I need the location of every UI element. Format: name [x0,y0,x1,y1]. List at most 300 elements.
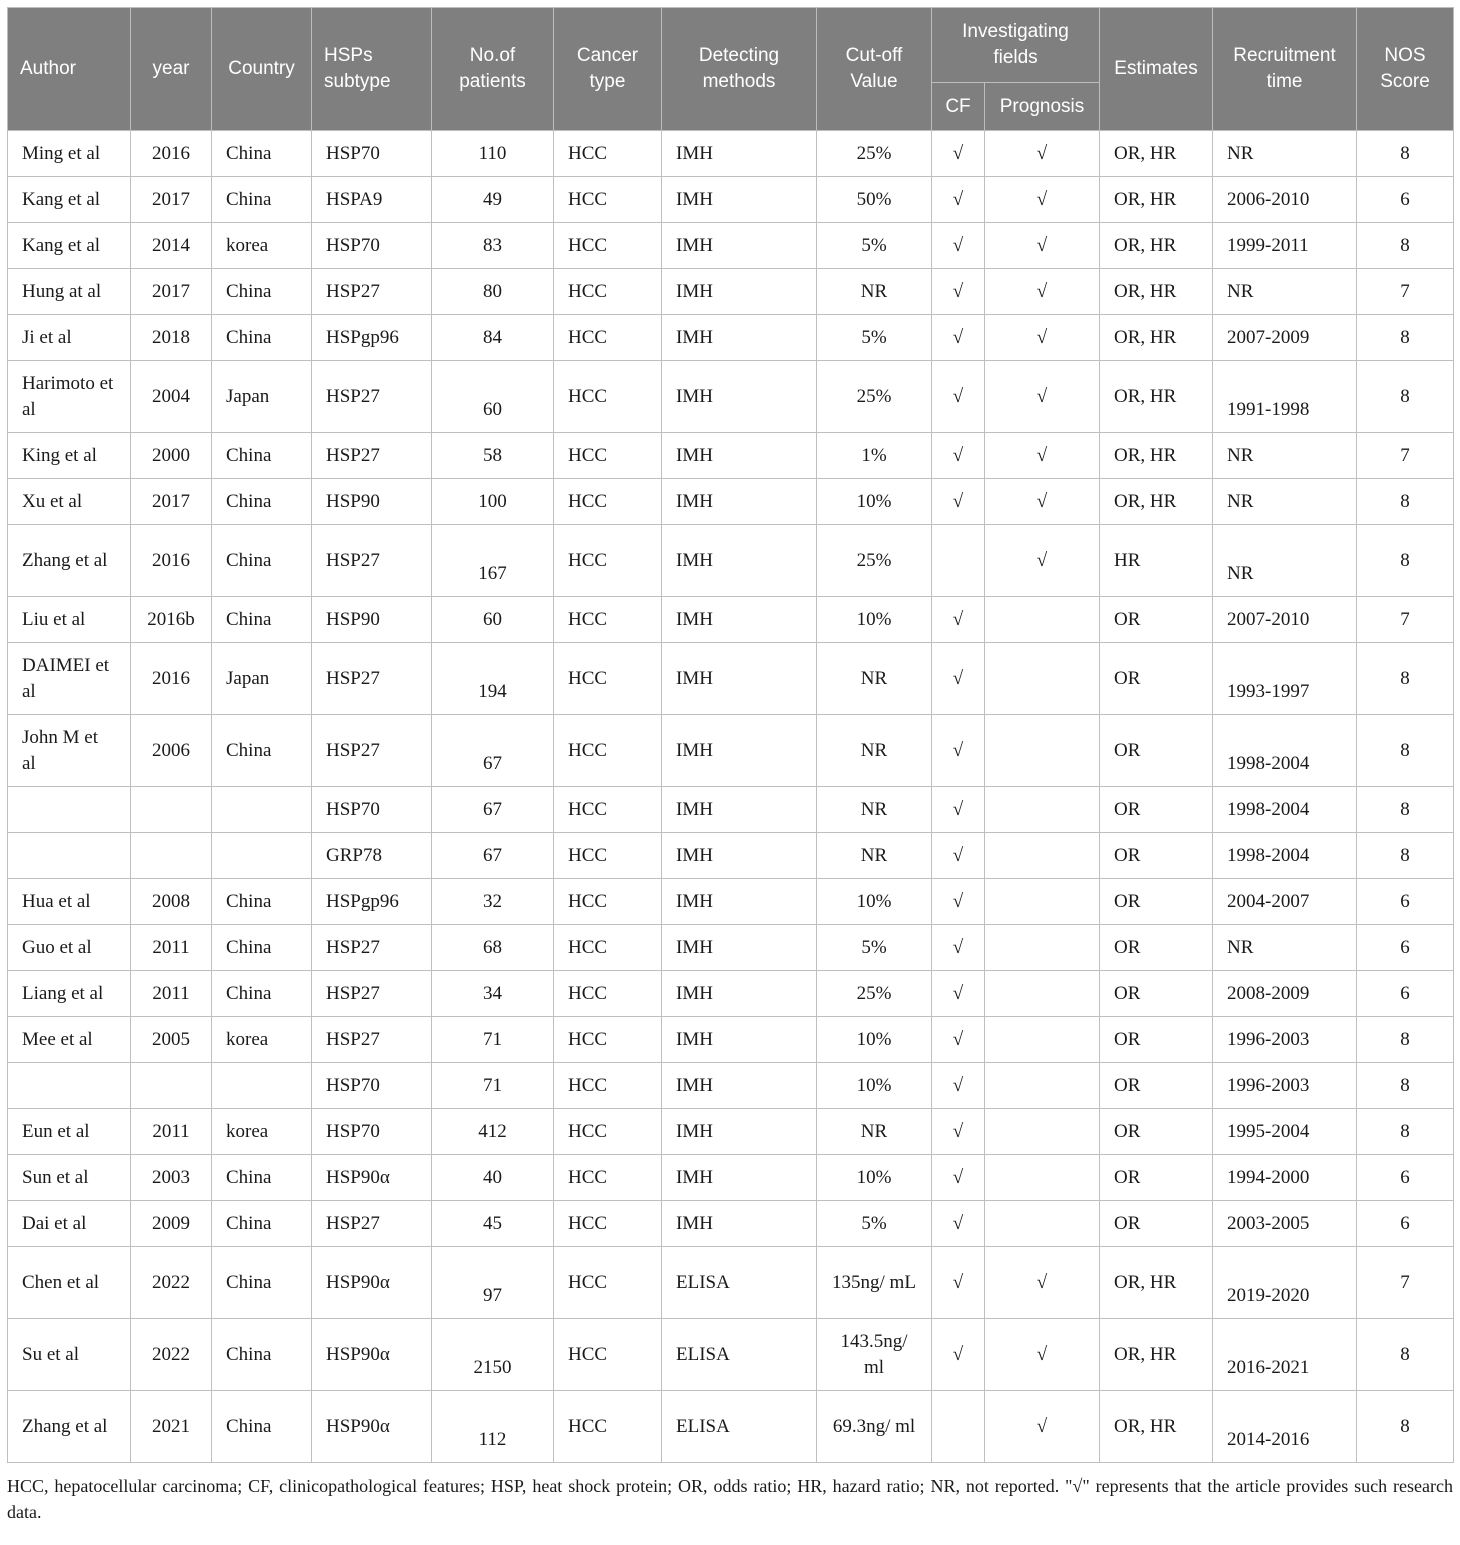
table-row [8,1109,1454,1155]
cell-nos-text: 6 [1400,982,1410,1004]
cell-prognosis [985,715,1100,787]
cell-method [662,315,817,361]
cell-cutoff [817,879,932,925]
cell-cf-text: √ [952,234,964,256]
cell-cancer-type [554,833,662,879]
cell-cancer-type [554,361,662,433]
cell-recruitment [1213,131,1357,177]
cell-patients [432,315,554,361]
cell-recruitment-text: 1991-1998 [1227,398,1310,420]
cell-author-text: Ming et al [22,142,101,164]
cell-country-text: China [226,490,272,512]
cell-country [212,1155,312,1201]
cell-country-text: China [226,936,272,958]
cell-cancer-type-text: HCC [568,490,608,512]
cell-cf [932,643,985,715]
cell-cutoff [817,433,932,479]
cell-nos-text: 8 [1400,326,1410,348]
cell-estimates [1100,361,1213,433]
cell-cf [932,715,985,787]
cell-patients-text: 83 [483,234,502,256]
cell-cf-text: √ [952,1166,964,1188]
cell-cf [932,597,985,643]
cell-patients [432,177,554,223]
cell-recruitment-text: NR [1227,562,1254,584]
cell-nos-text: 8 [1400,667,1410,689]
cell-year [131,177,212,223]
cell-cancer-type [554,269,662,315]
cell-cancer-type [554,971,662,1017]
cell-estimates-text: OR, HR [1114,142,1177,164]
cell-year [131,1391,212,1463]
cell-patients-text: 34 [483,982,502,1004]
cell-cancer-type [554,1391,662,1463]
cell-cf-text: √ [952,490,964,512]
cell-cf-text: √ [952,1343,964,1365]
cell-cf-text: √ [952,1271,964,1293]
cell-estimates-text: OR [1114,739,1141,761]
cell-year [131,269,212,315]
cell-patients-text: 32 [483,890,502,912]
cell-year [131,131,212,177]
cell-subtype-text: HSP27 [326,280,380,302]
cell-cancer-type [554,1155,662,1201]
cell-cutoff-text: NR [860,739,888,761]
cell-estimates-text: OR [1114,982,1141,1004]
cell-method [662,525,817,597]
cell-estimates [1100,643,1213,715]
cell-year-text: 2011 [152,982,190,1004]
cell-cutoff [817,1109,932,1155]
cell-patients [432,223,554,269]
cell-subtype [312,787,432,833]
cell-nos [1357,1391,1454,1463]
cell-method [662,1391,817,1463]
cell-subtype-text: HSP70 [326,142,380,164]
table-row [8,643,1454,715]
header-nos: NOS Score [1357,8,1454,131]
cell-author-text: Eun et al [22,1120,90,1142]
cell-patients [432,597,554,643]
cell-cutoff-text: 10% [856,1074,892,1096]
cell-method [662,269,817,315]
cell-country-text: China [226,188,272,210]
cell-method-text: IMH [676,1074,713,1096]
cell-cf [932,1247,985,1319]
cell-method-text: IMH [676,982,713,1004]
cell-country-text: China [226,1415,272,1437]
cell-cutoff-text: 50% [856,188,892,210]
cell-country-text: China [226,1166,272,1188]
cell-estimates-text: OR, HR [1114,1271,1177,1293]
cell-prognosis [985,643,1100,715]
cell-author-text: Mee et al [22,1028,93,1050]
cell-recruitment-text: 2006-2010 [1227,188,1310,210]
cell-prognosis [985,1155,1100,1201]
cell-country [212,715,312,787]
cell-method-text: IMH [676,844,713,866]
cell-year [131,1201,212,1247]
cell-country [212,879,312,925]
table-row [8,715,1454,787]
cell-prognosis [985,787,1100,833]
cell-nos-text: 8 [1400,1120,1410,1142]
cell-year-text: 2016 [152,549,190,571]
cell-recruitment [1213,1063,1357,1109]
cell-cf [932,1201,985,1247]
cell-cancer-type [554,315,662,361]
cell-method-text: IMH [676,490,713,512]
cell-cancer-type-text: HCC [568,739,608,761]
cell-year [131,361,212,433]
cell-nos [1357,361,1454,433]
cell-cf-text: √ [952,1028,964,1050]
cell-subtype-text: HSP27 [326,936,380,958]
cell-patients-text: 45 [483,1212,502,1234]
cell-nos [1357,1109,1454,1155]
cell-year-text: 2004 [152,385,190,407]
cell-method-text: IMH [676,1166,713,1188]
cell-country-text: China [226,890,272,912]
cell-subtype-text: HSP90 [326,490,380,512]
cell-cf-text: √ [952,1212,964,1234]
cell-subtype [312,1391,432,1463]
cell-recruitment-text: 1993-1997 [1227,680,1310,702]
cell-prognosis [985,525,1100,597]
cell-method [662,643,817,715]
cell-prognosis [985,433,1100,479]
cell-cutoff [817,643,932,715]
cell-cutoff [817,1319,932,1391]
header-patients: No.of patients [432,8,554,131]
cell-patients-text: 67 [483,798,502,820]
cell-subtype [312,1017,432,1063]
cell-country [212,479,312,525]
cell-cutoff [817,479,932,525]
cell-patients-text: 71 [483,1028,502,1050]
cell-method [662,1109,817,1155]
cell-recruitment [1213,315,1357,361]
cell-prognosis-text: √ [1036,326,1048,348]
table-row [8,269,1454,315]
cell-recruitment-text: 2007-2010 [1227,608,1310,630]
cell-year-text: 2018 [152,326,190,348]
cell-country-text: China [226,142,272,164]
cell-country-text: China [226,326,272,348]
cell-cf [932,177,985,223]
cell-subtype-text: HSPgp96 [326,890,399,912]
cell-author [8,1391,131,1463]
cell-country-text: China [226,444,272,466]
cell-year-text: 2022 [152,1271,190,1293]
cell-recruitment-text: 1995-2004 [1227,1120,1310,1142]
cell-recruitment [1213,269,1357,315]
table-row [8,833,1454,879]
cell-patients-text: 84 [483,326,502,348]
cell-nos-text: 6 [1400,890,1410,912]
cell-author [8,715,131,787]
cell-recruitment [1213,1201,1357,1247]
cell-country [212,1319,312,1391]
cell-cancer-type-text: HCC [568,444,608,466]
cell-prognosis [985,131,1100,177]
cell-author [8,1247,131,1319]
cell-cf-text: √ [952,142,964,164]
cell-method [662,1017,817,1063]
cell-method [662,1319,817,1391]
cell-recruitment-text: 1996-2003 [1227,1074,1310,1096]
cell-estimates-text: OR [1114,608,1141,630]
cell-cancer-type-text: HCC [568,1212,608,1234]
cell-year [131,971,212,1017]
cell-country [212,131,312,177]
cell-recruitment [1213,223,1357,269]
cell-recruitment [1213,879,1357,925]
cell-recruitment [1213,643,1357,715]
cell-estimates-text: OR [1114,1120,1141,1142]
cell-prognosis [985,479,1100,525]
cell-cancer-type-text: HCC [568,234,608,256]
cell-cutoff [817,971,932,1017]
cell-prognosis [985,1017,1100,1063]
cell-patients-text: 49 [483,188,502,210]
cell-author [8,479,131,525]
cell-prognosis [985,361,1100,433]
cell-author [8,1109,131,1155]
cell-year [131,925,212,971]
cell-country-text: korea [226,234,269,256]
cell-method-text: IMH [676,326,713,348]
cell-cf-text: √ [952,444,964,466]
cell-nos-text: 8 [1400,385,1410,407]
cell-nos-text: 6 [1400,188,1410,210]
cell-cancer-type [554,223,662,269]
cell-recruitment [1213,971,1357,1017]
cell-estimates [1100,525,1213,597]
table-row [8,1247,1454,1319]
studies-table [7,7,1454,1463]
cell-cf [932,1319,985,1391]
cell-patients [432,1017,554,1063]
cell-cf-text: √ [952,385,964,407]
cell-cf [932,223,985,269]
cell-patients [432,643,554,715]
cell-recruitment [1213,1247,1357,1319]
cell-cutoff-text: NR [860,844,888,866]
cell-nos [1357,715,1454,787]
cell-patients-text: 67 [483,752,502,774]
cell-cutoff-text: 25% [856,549,892,571]
cell-subtype-text: HSP27 [326,549,380,571]
cell-cancer-type-text: HCC [568,844,608,866]
cell-method-text: IMH [676,142,713,164]
cell-year [131,223,212,269]
cell-nos [1357,433,1454,479]
cell-nos-text: 8 [1400,1415,1410,1437]
cell-cancer-type-text: HCC [568,798,608,820]
cell-prognosis [985,1247,1100,1319]
cell-nos [1357,177,1454,223]
cell-year-text: 2022 [152,1343,190,1365]
cell-subtype [312,525,432,597]
cell-recruitment [1213,597,1357,643]
cell-method-text: ELISA [676,1415,730,1437]
cell-nos-text: 8 [1400,798,1410,820]
cell-prognosis [985,971,1100,1017]
cell-estimates [1100,787,1213,833]
cell-method-text: IMH [676,936,713,958]
cell-cf [932,971,985,1017]
cell-author [8,643,131,715]
cell-nos-text: 8 [1400,1074,1410,1096]
cell-subtype-text: HSPA9 [326,188,383,210]
cell-author-text: Ji et al [22,326,72,348]
cell-nos-text: 8 [1400,490,1410,512]
table-header [8,8,1454,131]
cell-author-text: King et al [22,444,97,466]
cell-patients-text: 412 [478,1120,507,1142]
cell-estimates-text: OR [1114,1166,1141,1188]
cell-author-text: Dai et al [22,1212,87,1234]
cell-subtype [312,1247,432,1319]
cell-patients-text: 167 [478,562,507,584]
cell-patients-text: 194 [478,680,507,702]
cell-subtype-text: HSP27 [326,1028,380,1050]
cell-patients-text: 80 [483,280,502,302]
cell-subtype [312,879,432,925]
cell-nos [1357,597,1454,643]
cell-estimates [1100,715,1213,787]
cell-estimates-text: OR [1114,1212,1141,1234]
cell-nos [1357,479,1454,525]
cell-patients [432,1201,554,1247]
cell-patients-text: 68 [483,936,502,958]
cell-subtype-text: HSP27 [326,385,380,407]
cell-estimates-text: OR [1114,667,1141,689]
cell-method-text: IMH [676,280,713,302]
cell-nos-text: 7 [1400,280,1410,302]
cell-recruitment [1213,361,1357,433]
cell-estimates-text: OR [1114,890,1141,912]
cell-country-text: China [226,1271,272,1293]
cell-patients [432,1247,554,1319]
cell-cancer-type [554,1017,662,1063]
cell-year [131,433,212,479]
cell-cutoff [817,925,932,971]
cell-cutoff [817,131,932,177]
cell-prognosis [985,597,1100,643]
cell-cf [932,1017,985,1063]
cell-country-text: China [226,280,272,302]
cell-subtype-text: GRP78 [326,844,382,866]
cell-year [131,525,212,597]
cell-author [8,1155,131,1201]
cell-nos-text: 8 [1400,142,1410,164]
cell-method [662,1155,817,1201]
cell-estimates-text: OR, HR [1114,188,1177,210]
cell-country [212,643,312,715]
cell-nos [1357,833,1454,879]
table-row [8,971,1454,1017]
cell-author-text: Harimoto et al [22,372,114,420]
cell-cutoff [817,315,932,361]
cell-year-text: 2006 [152,739,190,761]
cell-cf-text: √ [952,280,964,302]
cell-cancer-type [554,1109,662,1155]
cell-patients-text: 60 [483,398,502,420]
cell-nos [1357,1319,1454,1391]
cell-subtype [312,479,432,525]
cell-country [212,1201,312,1247]
cell-author-text: Hua et al [22,890,91,912]
cell-cutoff-text: NR [860,798,888,820]
cell-method-text: ELISA [676,1343,730,1365]
cell-cancer-type-text: HCC [568,936,608,958]
cell-recruitment [1213,1109,1357,1155]
cell-cf-text: √ [952,844,964,866]
cell-prognosis [985,223,1100,269]
cell-author [8,925,131,971]
cell-year-text: 2000 [152,444,190,466]
cell-cutoff [817,177,932,223]
cell-cutoff [817,597,932,643]
cell-patients-text: 97 [483,1284,502,1306]
cell-year-text: 2003 [152,1166,190,1188]
cell-author-text: Su et al [22,1343,79,1365]
cell-estimates-text: OR, HR [1114,490,1177,512]
cell-author-text: Hung at al [22,280,102,302]
table-body [8,131,1454,1463]
cell-author-text: Sun et al [22,1166,89,1188]
cell-cutoff [817,1063,932,1109]
cell-nos [1357,925,1454,971]
cell-year-text: 2011 [152,1120,190,1142]
table-row [8,879,1454,925]
cell-nos-text: 8 [1400,549,1410,571]
cell-estimates [1100,1109,1213,1155]
table-row [8,597,1454,643]
cell-cancer-type [554,1063,662,1109]
cell-year-text: 2016 [152,667,190,689]
cell-country [212,787,312,833]
cell-country [212,269,312,315]
table-figure [7,7,1453,1543]
cell-prognosis [985,177,1100,223]
cell-cutoff-text: 25% [856,142,892,164]
cell-method-text: ELISA [676,1271,730,1293]
cell-nos [1357,643,1454,715]
cell-author [8,1017,131,1063]
cell-nos-text: 7 [1400,608,1410,630]
cell-prognosis-text: √ [1036,385,1048,407]
cell-country [212,925,312,971]
cell-nos [1357,525,1454,597]
cell-cancer-type [554,1247,662,1319]
cell-cancer-type-text: HCC [568,1271,608,1293]
cell-prognosis-text: √ [1036,234,1048,256]
cell-subtype-text: HSP70 [326,1074,380,1096]
cell-author [8,361,131,433]
cell-recruitment-text: 2003-2005 [1227,1212,1310,1234]
cell-nos [1357,1155,1454,1201]
cell-year-text: 2016b [147,608,195,630]
cell-subtype [312,1109,432,1155]
cell-cancer-type [554,1201,662,1247]
cell-patients-text: 110 [478,142,507,164]
cell-estimates [1100,315,1213,361]
cell-estimates [1100,971,1213,1017]
cell-estimates [1100,925,1213,971]
